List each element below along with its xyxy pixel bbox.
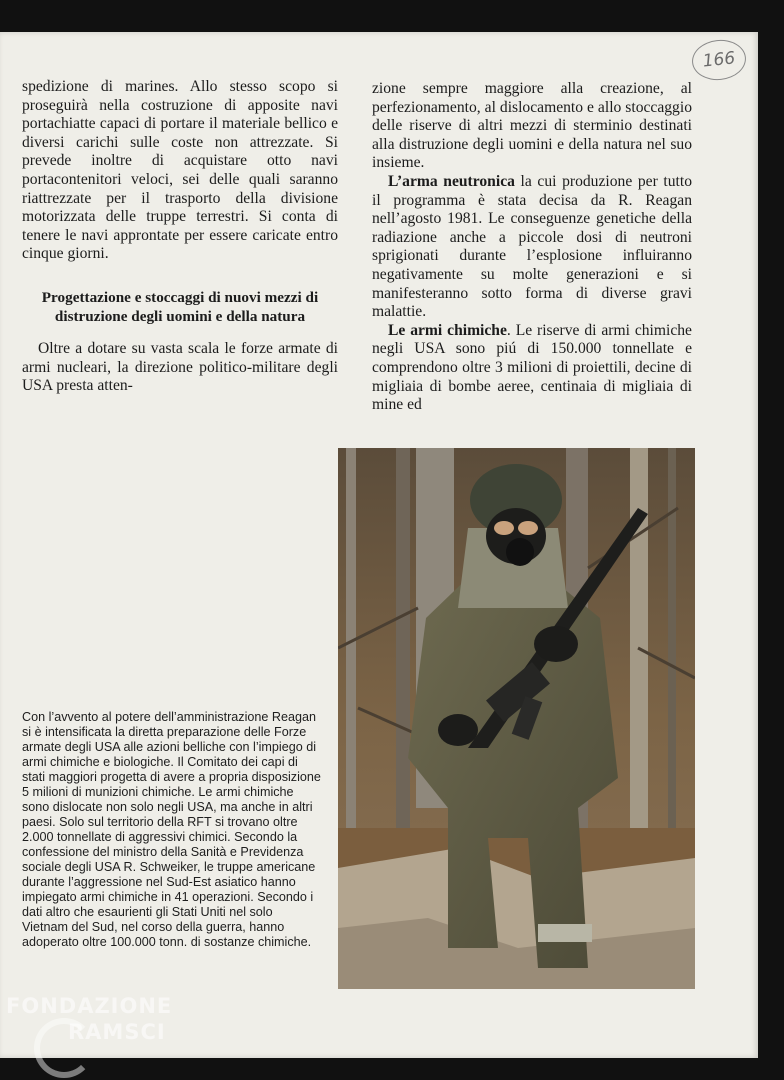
right-paragraph-2 <box>372 173 692 322</box>
section-heading: Progettazione e stoccaggi di nuovi mezzi di distruzione degli uomini e della natura <box>41 288 319 325</box>
fondazione-gramsci-watermark <box>6 994 226 1074</box>
photo-illustration <box>338 448 695 989</box>
neutron-weapon-lead: L’arma neutronica <box>388 172 515 190</box>
left-column <box>22 78 338 396</box>
chemical-weapons-text: . Le riserve di armi chimiche negli USA sono piú di 150.000 tonnellate e comprendono oltre 3 milioni di proiettili, decine di migliaia di bombe aeree, centinaia di migliaia di mine ed <box>372 321 692 414</box>
caption-text: Con l’avvento al potere dell’amministrazione Reagan si è intensificata la diretta preparazione delle Forze armate degli USA alle azioni belliche con l’impiego di armi chimiche e biologiche. Il Comitato dei capi di stati maggiori progetta di avere a propria disposizione 5 milioni di munizioni chimiche. Le armi chimiche sono dislocate non solo negli USA, ma anche in altri paesi. Solo sul territorio della RFT si trovano oltre 2.000 tonnellate di aggressivi chimici. Secondo la confessione del ministro della Sanità e Previdenza sociale degli USA R. Schweiker, le truppe americane durante l’aggressione nel Sud-Est asiatico hanno impiegato armi chimiche in 41 operazioni. Secondo i dati altro che esaurienti gli Stati Uniti nel solo Vietnam del Sud, nel corso della guerra, hanno adoperato oltre 100.000 tonn. di sostanze chimiche. <box>22 710 321 949</box>
right-paragraph-3 <box>372 322 692 415</box>
right-column <box>372 80 692 415</box>
watermark-line-1: FONDAZIONE <box>6 994 173 1018</box>
watermark-line-2: RAMSCI <box>68 1020 166 1044</box>
page-number: 166 <box>690 37 748 82</box>
photo-caption <box>22 710 322 950</box>
left-paragraph-1: spedizione di marines. Allo stesso scopo si proseguirà nella costruzione di apposite navi portachiatte capaci di portare il materiale bellico e diversi carichi sulle coste non attrezzate. Si prevede inoltre di acquistare otto navi portacontenitori veloci, sei delle quali saranno riattrezzate per il trasporto della divisione motorizzata delle truppe terrestri. Si conta di tenere le navi approntate per essere caricate entro cinque giorni. <box>22 78 338 263</box>
soldier-gas-mask-photo <box>338 448 695 989</box>
left-paragraph-2: Oltre a dotare su vasta scala le forze armate di armi nucleari, la direzione politico-militare degli USA presta atten- <box>22 339 338 395</box>
chemical-weapons-lead: Le armi chimiche <box>388 321 507 339</box>
right-paragraph-1: zione sempre maggiore alla creazione, al perfezionamento, al dislocamento e allo stoccaggio delle riserve di altri mezzi di sterminio destinati alla distruzione degli uomini e della natura nel suo insieme. <box>372 80 692 172</box>
neutron-weapon-text: la cui produzione per tutto il programma è stata decisa da R. Reagan nell’agosto 1981. Le conseguenze genetiche della radiazione anche a piccole dosi di neutroni sprigionati durante l’esplosione influiranno negativamente su molte generazioni e si manifesteranno sotto forma di diverse gravi malattie. <box>372 172 693 321</box>
